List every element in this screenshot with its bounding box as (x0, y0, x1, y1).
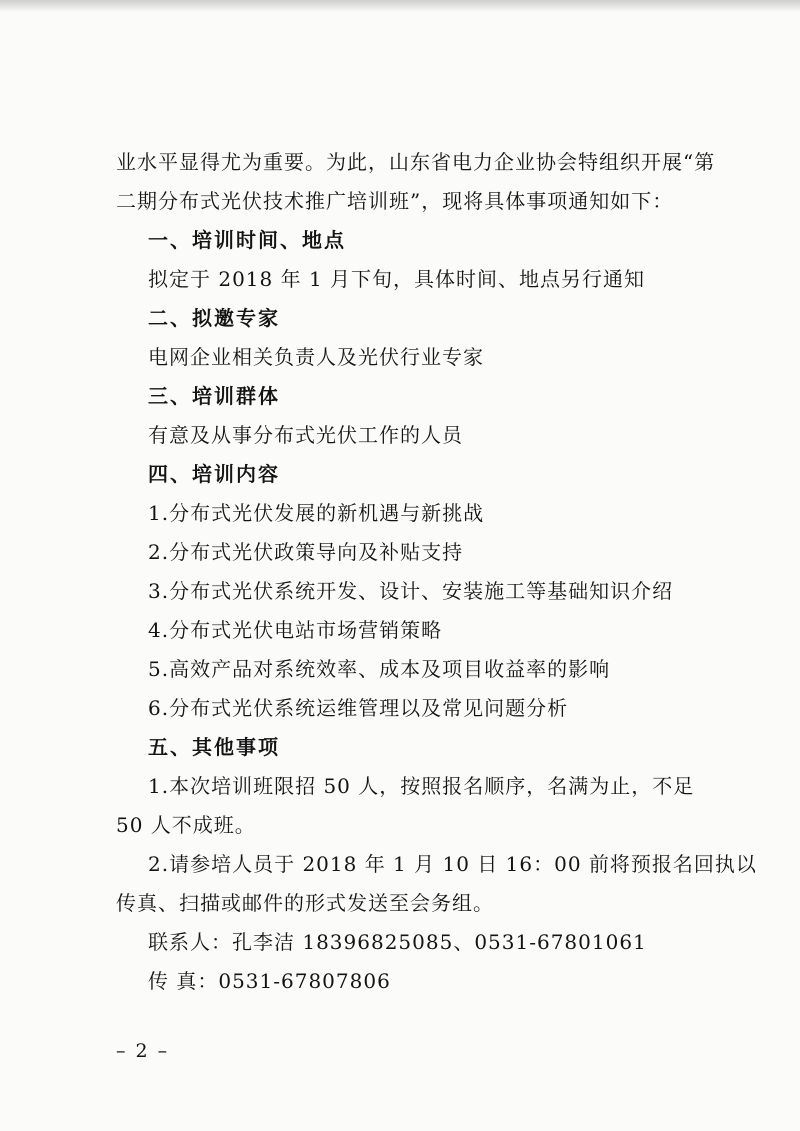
content-list-item: 4.分布式光伏电站市场营销策略 (148, 618, 443, 642)
intro-line-1: 业水平显得尤为重要。为此，山东省电力企业协会特组织开展“第 (116, 150, 716, 174)
section-heading-experts: 二、拟邀专家 (148, 306, 280, 330)
other-item-1-line-1: 1.本次培训班限招 50 人，按照报名顺序，名满为止，不足 (148, 774, 695, 798)
section-body-audience: 有意及从事分布式光伏工作的人员 (148, 423, 463, 447)
scan-top-edge (0, 0, 800, 12)
fax-line: 传 真：0531-67807806 (148, 969, 391, 993)
section-body-experts: 电网企业相关负责人及光伏行业专家 (148, 345, 484, 369)
content-list-item: 3.分布式光伏系统开发、设计、安装施工等基础知识介绍 (148, 579, 674, 603)
page-number: – 2 – (116, 1040, 170, 1062)
section-heading-audience: 三、培训群体 (148, 384, 280, 408)
section-heading-content: 四、培训内容 (148, 462, 280, 486)
other-item-1-line-2: 50 人不成班。 (116, 813, 256, 837)
contact-line: 联系人：孔李洁 18396825085、0531-67801061 (148, 930, 647, 954)
content-list-item: 2.分布式光伏政策导向及补贴支持 (148, 540, 464, 564)
content-list-item: 1.分布式光伏发展的新机遇与新挑战 (148, 501, 485, 525)
other-item-2-line-2: 传真、扫描或邮件的形式发送至会务组。 (116, 891, 494, 915)
section-heading-other: 五、其他事项 (148, 735, 280, 759)
content-list-item: 6.分布式光伏系统运维管理以及常见问题分析 (148, 696, 569, 720)
section-body-time-location: 拟定于 2018 年 1 月下旬，具体时间、地点另行通知 (148, 267, 646, 291)
other-item-2-line-1: 2.请参培人员于 2018 年 1 月 10 日 16：00 前将预报名回执以 (148, 852, 757, 876)
content-list-item: 5.高效产品对系统效率、成本及项目收益率的影响 (148, 657, 611, 681)
intro-line-2: 二期分布式光伏技术推广培训班”，现将具体事项通知如下： (116, 189, 674, 213)
section-heading-time-location: 一、培训时间、地点 (148, 228, 346, 252)
